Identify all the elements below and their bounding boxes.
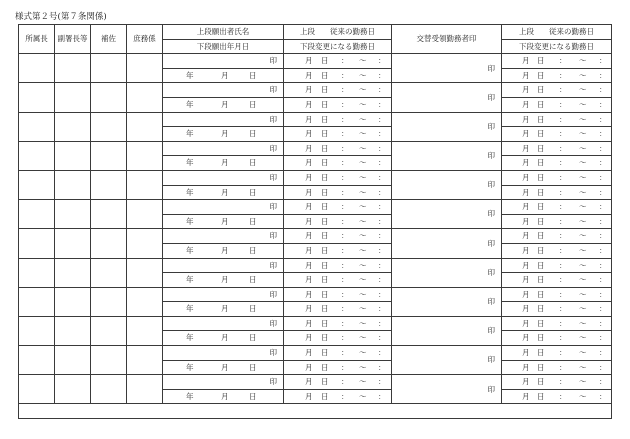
exchange-seal: 印 xyxy=(487,355,495,365)
exchange-seal: 印 xyxy=(487,151,495,161)
header-hosa: 補佐 xyxy=(91,25,127,54)
stamp-shozokucho[interactable] xyxy=(19,287,55,316)
applicant-name-cell[interactable] xyxy=(163,170,284,185)
records-body xyxy=(19,54,612,404)
right-new-date-cell[interactable]: 月 日 ： 〜 ： xyxy=(502,360,612,375)
exchange-seal: 印 xyxy=(487,180,495,190)
applicant-seal: 印 xyxy=(269,56,277,66)
stamp-hosa[interactable] xyxy=(91,112,127,141)
stamp-shozokucho[interactable] xyxy=(19,54,55,83)
stamp-shozokucho[interactable] xyxy=(19,346,55,375)
applicant-name-cell[interactable] xyxy=(163,200,284,215)
application-date-cell[interactable]: 年 月 日 xyxy=(163,331,284,346)
right-new-date-cell[interactable]: 月 日 ： 〜 ： xyxy=(502,156,612,171)
old-date-cell[interactable]: 月 日 ： 〜 ： xyxy=(284,54,392,69)
stamp-fukushocho[interactable] xyxy=(55,316,91,345)
applicant-seal: 印 xyxy=(269,318,277,328)
note-row xyxy=(19,404,612,419)
form-title: 様式第２号(第７条関係) xyxy=(15,12,107,22)
exchange-seal: 印 xyxy=(487,238,495,248)
header-fukushocho: 副署長等 xyxy=(55,25,91,54)
stamp-fukushocho[interactable] xyxy=(55,229,91,258)
right-new-date-cell[interactable]: 月 日 ： 〜 ： xyxy=(502,243,612,258)
applicant-name-cell[interactable] xyxy=(163,229,284,244)
right-old-date-cell[interactable]: 月 日 ： 〜 ： xyxy=(502,112,612,127)
record-row-top xyxy=(19,287,612,302)
exchange-seal-cell[interactable] xyxy=(392,346,502,375)
right-new-date-cell[interactable]: 月 日 ： 〜 ： xyxy=(502,127,612,142)
right-new-date-cell[interactable]: 月 日 ： 〜 ： xyxy=(502,331,612,346)
application-date-cell[interactable]: 年 月 日 xyxy=(163,97,284,112)
stamp-fukushocho[interactable] xyxy=(55,83,91,112)
application-date-cell[interactable]: 年 月 日 xyxy=(163,389,284,404)
record-row-top xyxy=(19,54,612,69)
stamp-shomukakari[interactable] xyxy=(127,112,163,141)
right-new-date-cell[interactable]: 月 日 ： 〜 ： xyxy=(502,273,612,288)
stamp-shomukakari[interactable] xyxy=(127,346,163,375)
right-new-date-cell[interactable]: 月 日 ： 〜 ： xyxy=(502,97,612,112)
stamp-hosa[interactable] xyxy=(91,229,127,258)
stamp-hosa[interactable] xyxy=(91,83,127,112)
old-date-cell[interactable]: 月 日 ： 〜 ： xyxy=(284,316,392,331)
exchange-seal: 印 xyxy=(487,92,495,102)
stamp-shomukakari[interactable] xyxy=(127,170,163,199)
applicant-seal: 印 xyxy=(269,85,277,95)
exchange-seal: 印 xyxy=(487,209,495,219)
application-date-cell[interactable]: 年 月 日 xyxy=(163,127,284,142)
stamp-shomukakari[interactable] xyxy=(127,375,163,404)
header-shomukakari: 庶務係 xyxy=(127,25,163,54)
new-date-cell[interactable]: 月 日 ： 〜 ： xyxy=(284,68,392,83)
exchange-seal: 印 xyxy=(487,121,495,131)
record-row-top xyxy=(19,229,612,244)
applicant-name-cell[interactable] xyxy=(163,316,284,331)
application-date-cell[interactable]: 年 月 日 xyxy=(163,302,284,317)
exchange-seal-cell[interactable] xyxy=(392,170,502,199)
stamp-hosa[interactable] xyxy=(91,316,127,345)
new-date-cell[interactable]: 月 日 ： 〜 ： xyxy=(284,243,392,258)
header-date-top: 上段 従来の勤務日 xyxy=(284,25,392,40)
header-row-1 xyxy=(19,25,612,40)
application-date-cell[interactable]: 年 月 日 xyxy=(163,185,284,200)
stamp-shomukakari[interactable] xyxy=(127,54,163,83)
applicant-name-cell[interactable] xyxy=(163,287,284,302)
exchange-seal: 印 xyxy=(487,326,495,336)
applicant-seal: 印 xyxy=(269,202,277,212)
exchange-seal-cell[interactable] xyxy=(392,200,502,229)
old-date-cell[interactable]: 月 日 ： 〜 ： xyxy=(284,170,392,185)
application-date-cell[interactable]: 年 月 日 xyxy=(163,243,284,258)
stamp-shozokucho[interactable] xyxy=(19,316,55,345)
new-date-cell[interactable]: 月 日 ： 〜 ： xyxy=(284,273,392,288)
applicant-seal: 印 xyxy=(269,260,277,270)
right-old-date-cell[interactable]: 月 日 ： 〜 ： xyxy=(502,346,612,361)
exchange-seal-cell[interactable] xyxy=(392,112,502,141)
stamp-shozokucho[interactable] xyxy=(19,170,55,199)
header-right-bottom: 下段変更になる勤務日 xyxy=(502,39,612,54)
applicant-seal: 印 xyxy=(269,231,277,241)
applicant-name-cell[interactable] xyxy=(163,141,284,156)
stamp-shozokucho[interactable] xyxy=(19,258,55,287)
old-date-cell[interactable]: 月 日 ： 〜 ： xyxy=(284,200,392,215)
record-row-top xyxy=(19,316,612,331)
stamp-fukushocho[interactable] xyxy=(55,141,91,170)
new-date-cell[interactable]: 月 日 ： 〜 ： xyxy=(284,185,392,200)
stamp-fukushocho[interactable] xyxy=(55,54,91,83)
application-date-cell[interactable]: 年 月 日 xyxy=(163,273,284,288)
header-date-bottom: 下段変更になる勤務日 xyxy=(284,39,392,54)
applicant-name-cell[interactable] xyxy=(163,112,284,127)
old-date-cell[interactable]: 月 日 ： 〜 ： xyxy=(284,375,392,390)
old-date-cell[interactable]: 月 日 ： 〜 ： xyxy=(284,287,392,302)
record-row-top xyxy=(19,141,612,156)
old-date-cell[interactable]: 月 日 ： 〜 ： xyxy=(284,141,392,156)
stamp-shozokucho[interactable] xyxy=(19,141,55,170)
new-date-cell[interactable]: 月 日 ： 〜 ： xyxy=(284,360,392,375)
record-row-top xyxy=(19,83,612,98)
right-new-date-cell[interactable]: 月 日 ： 〜 ： xyxy=(502,302,612,317)
new-date-cell[interactable]: 月 日 ： 〜 ： xyxy=(284,389,392,404)
right-old-date-cell[interactable]: 月 日 ： 〜 ： xyxy=(502,287,612,302)
application-date-cell[interactable]: 年 月 日 xyxy=(163,360,284,375)
stamp-hosa[interactable] xyxy=(91,54,127,83)
new-date-cell[interactable]: 月 日 ： 〜 ： xyxy=(284,302,392,317)
applicant-name-cell[interactable] xyxy=(163,375,284,390)
old-date-cell[interactable]: 月 日 ： 〜 ： xyxy=(284,83,392,98)
applicant-name-cell[interactable] xyxy=(163,54,284,69)
stamp-fukushocho[interactable] xyxy=(55,258,91,287)
stamp-fukushocho[interactable] xyxy=(55,112,91,141)
right-old-date-cell[interactable]: 月 日 ： 〜 ： xyxy=(502,170,612,185)
stamp-shozokucho[interactable] xyxy=(19,83,55,112)
stamp-shozokucho[interactable] xyxy=(19,375,55,404)
header-applicant-bottom: 下段願出年月日 xyxy=(163,39,284,54)
new-date-cell[interactable]: 月 日 ： 〜 ： xyxy=(284,156,392,171)
applicant-seal: 印 xyxy=(269,377,277,387)
stamp-shomukakari[interactable] xyxy=(127,229,163,258)
header-right-top: 上段 従来の勤務日 xyxy=(502,25,612,40)
right-old-date-cell[interactable]: 月 日 ： 〜 ： xyxy=(502,229,612,244)
stamp-fukushocho[interactable] xyxy=(55,170,91,199)
right-new-date-cell[interactable]: 月 日 ： 〜 ： xyxy=(502,389,612,404)
exchange-seal-cell[interactable] xyxy=(392,375,502,404)
applicant-seal: 印 xyxy=(269,172,277,182)
right-old-date-cell[interactable]: 月 日 ： 〜 ： xyxy=(502,54,612,69)
header-exchange: 交替受領勤務者印 xyxy=(392,25,502,54)
request-table xyxy=(18,24,612,419)
old-date-cell[interactable]: 月 日 ： 〜 ： xyxy=(284,346,392,361)
stamp-shozokucho[interactable] xyxy=(19,112,55,141)
applicant-name-cell[interactable] xyxy=(163,346,284,361)
stamp-shozokucho[interactable] xyxy=(19,229,55,258)
stamp-hosa[interactable] xyxy=(91,170,127,199)
right-old-date-cell[interactable]: 月 日 ： 〜 ： xyxy=(502,316,612,331)
header-shozokucho: 所属長 xyxy=(19,25,55,54)
stamp-fukushocho[interactable] xyxy=(55,200,91,229)
right-old-date-cell[interactable]: 月 日 ： 〜 ： xyxy=(502,141,612,156)
right-old-date-cell[interactable]: 月 日 ： 〜 ： xyxy=(502,375,612,390)
applicant-seal: 印 xyxy=(269,114,277,124)
new-date-cell[interactable]: 月 日 ： 〜 ： xyxy=(284,127,392,142)
exchange-seal-cell[interactable] xyxy=(392,316,502,345)
stamp-hosa[interactable] xyxy=(91,141,127,170)
new-date-cell[interactable]: 月 日 ： 〜 ： xyxy=(284,97,392,112)
stamp-shomukakari[interactable] xyxy=(127,141,163,170)
new-date-cell[interactable]: 月 日 ： 〜 ： xyxy=(284,214,392,229)
record-row-top xyxy=(19,346,612,361)
right-old-date-cell[interactable]: 月 日 ： 〜 ： xyxy=(502,200,612,215)
stamp-shomukakari[interactable] xyxy=(127,258,163,287)
stamp-hosa[interactable] xyxy=(91,200,127,229)
record-row-top xyxy=(19,375,612,390)
applicant-seal: 印 xyxy=(269,143,277,153)
stamp-hosa[interactable] xyxy=(91,346,127,375)
applicant-seal: 印 xyxy=(269,289,277,299)
stamp-shomukakari[interactable] xyxy=(127,316,163,345)
stamp-hosa[interactable] xyxy=(91,287,127,316)
stamp-shomukakari[interactable] xyxy=(127,83,163,112)
stamp-shozokucho[interactable] xyxy=(19,200,55,229)
stamp-shomukakari[interactable] xyxy=(127,200,163,229)
old-date-cell[interactable]: 月 日 ： 〜 ： xyxy=(284,112,392,127)
old-date-cell[interactable]: 月 日 ： 〜 ： xyxy=(284,258,392,273)
exchange-seal-cell[interactable] xyxy=(392,287,502,316)
exchange-seal-cell[interactable] xyxy=(392,229,502,258)
application-date-cell[interactable]: 年 月 日 xyxy=(163,68,284,83)
new-date-cell[interactable]: 月 日 ： 〜 ： xyxy=(284,331,392,346)
application-date-cell[interactable]: 年 月 日 xyxy=(163,214,284,229)
record-row-top xyxy=(19,200,612,215)
stamp-hosa[interactable] xyxy=(91,258,127,287)
application-date-cell[interactable]: 年 月 日 xyxy=(163,156,284,171)
stamp-fukushocho[interactable] xyxy=(55,346,91,375)
exchange-seal: 印 xyxy=(487,384,495,394)
right-old-date-cell[interactable]: 月 日 ： 〜 ： xyxy=(502,258,612,273)
record-row-top xyxy=(19,112,612,127)
exchange-seal-cell[interactable] xyxy=(392,141,502,170)
right-new-date-cell[interactable]: 月 日 ： 〜 ： xyxy=(502,68,612,83)
stamp-hosa[interactable] xyxy=(91,375,127,404)
right-new-date-cell[interactable]: 月 日 ： 〜 ： xyxy=(502,214,612,229)
exchange-seal: 印 xyxy=(487,297,495,307)
applicant-name-cell[interactable] xyxy=(163,83,284,98)
stamp-fukushocho[interactable] xyxy=(55,287,91,316)
old-date-cell[interactable]: 月 日 ： 〜 ： xyxy=(284,229,392,244)
stamp-shomukakari[interactable] xyxy=(127,287,163,316)
stamp-fukushocho[interactable] xyxy=(55,375,91,404)
record-row-top xyxy=(19,258,612,273)
exchange-seal-cell[interactable] xyxy=(392,54,502,83)
exchange-seal-cell[interactable] xyxy=(392,258,502,287)
right-old-date-cell[interactable]: 月 日 ： 〜 ： xyxy=(502,83,612,98)
applicant-seal: 印 xyxy=(269,348,277,358)
exchange-seal-cell[interactable] xyxy=(392,83,502,112)
header-applicant-top: 上段願出者氏名 xyxy=(163,25,284,40)
applicant-name-cell[interactable] xyxy=(163,258,284,273)
right-new-date-cell[interactable]: 月 日 ： 〜 ： xyxy=(502,185,612,200)
exchange-seal: 印 xyxy=(487,63,495,73)
note-cell xyxy=(19,404,612,419)
exchange-seal: 印 xyxy=(487,267,495,277)
record-row-top xyxy=(19,170,612,185)
